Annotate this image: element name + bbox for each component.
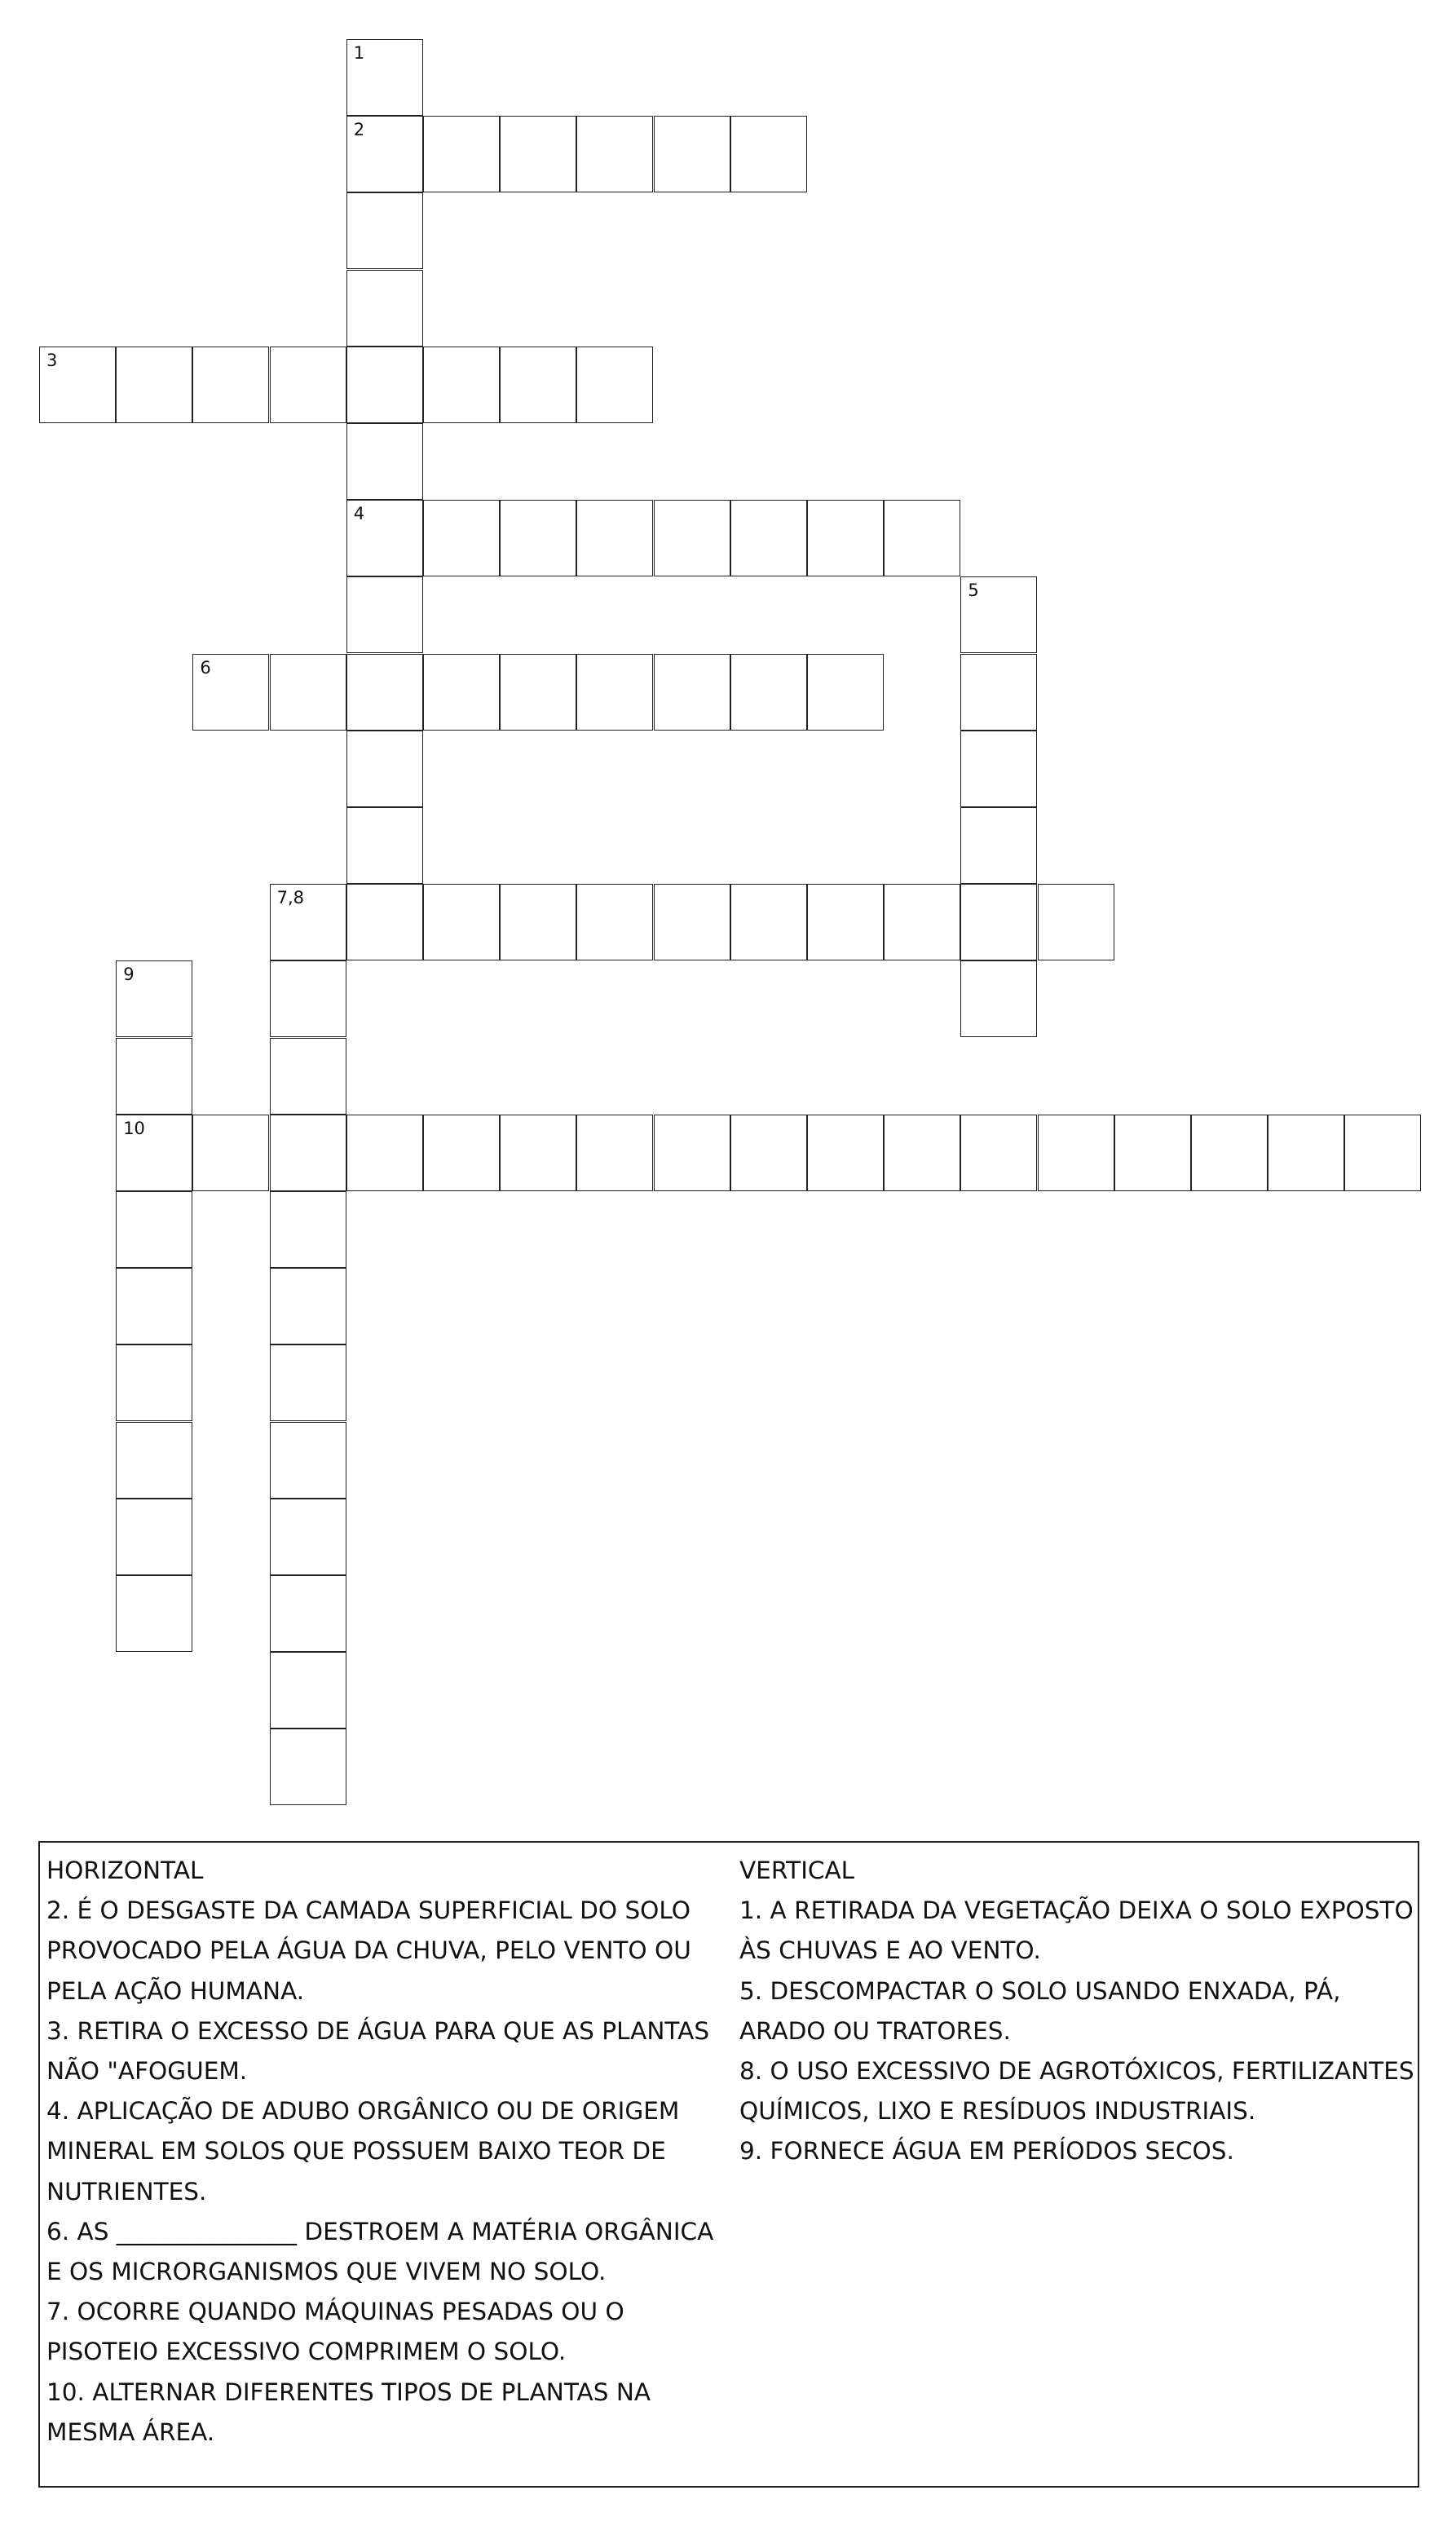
grid-cell[interactable] (116, 1344, 192, 1421)
grid-cell[interactable] (576, 654, 653, 731)
grid-cell[interactable] (1268, 1115, 1344, 1191)
grid-cell[interactable] (730, 654, 807, 731)
clue-down-8: 8. O USO EXCESSIVO DE AGROTÓXICOS, FERTILIZANTES QUÍMICOS, LIXO E RESÍDUOS INDUSTRIAIS. (739, 2057, 1414, 2126)
grid-cell[interactable] (576, 500, 653, 576)
grid-cell[interactable] (346, 270, 423, 347)
grid-cell[interactable] (1191, 1115, 1268, 1191)
clue-down-1: 1. A RETIRADA DA VEGETAÇÃO DEIXA O SOLO EXPOSTO ÀS CHUVAS E AO VENTO. (739, 1896, 1414, 1965)
grid-cell[interactable] (730, 500, 807, 576)
grid-cell[interactable] (576, 347, 653, 423)
grid-cell[interactable] (192, 347, 269, 423)
grid-cell[interactable] (576, 1115, 653, 1191)
grid-cell[interactable] (654, 116, 730, 192)
clue-number: 7,8 (276, 888, 304, 908)
grid-cell[interactable] (423, 500, 500, 576)
grid-cell[interactable] (960, 807, 1037, 884)
grid-cell[interactable] (500, 654, 576, 731)
grid-cell[interactable] (116, 347, 192, 423)
grid-cell[interactable] (270, 1652, 346, 1729)
grid-cell[interactable] (116, 1575, 192, 1652)
grid-cell[interactable] (116, 1191, 192, 1268)
grid-cell[interactable] (500, 1115, 576, 1191)
grid-cell[interactable] (884, 500, 960, 576)
grid-cell[interactable] (116, 1422, 192, 1499)
clue-across-10: 10. ALTERNAR DIFERENTES TIPOS DE PLANTAS NA MESMA ÁREA. (46, 2378, 651, 2446)
grid-cell[interactable] (270, 1038, 346, 1115)
grid-cell[interactable] (807, 654, 884, 731)
clue-across-2: 2. É O DESGASTE DA CAMADA SUPERFICIAL DO SOLO PROVOCADO PELA ÁGUA DA CHUVA, PELO VENTO OU PELA AÇÃO HUMANA. (46, 1896, 691, 2005)
grid-cell[interactable] (500, 116, 576, 192)
grid-cell[interactable] (346, 807, 423, 884)
clue-across-4: 4. APLICAÇÃO DE ADUBO ORGÂNICO OU DE ORIGEM MINERAL EM SOLOS QUE POSSUEM BAIXO TEOR DE NUTRIENTES. (46, 2097, 680, 2205)
grid-cell[interactable] (346, 654, 423, 731)
grid-cell[interactable] (500, 884, 576, 960)
grid-cell[interactable] (270, 1729, 346, 1805)
grid-cell[interactable] (576, 884, 653, 960)
grid-cell[interactable] (346, 39, 423, 116)
grid-cell[interactable] (576, 116, 653, 192)
horizontal-clues (46, 1851, 723, 2453)
grid-cell[interactable] (116, 1038, 192, 1115)
grid-cell[interactable] (500, 500, 576, 576)
grid-cell[interactable] (654, 654, 730, 731)
grid-cell[interactable] (346, 423, 423, 500)
clue-number: 2 (353, 120, 365, 140)
grid-cell[interactable] (116, 1268, 192, 1344)
grid-cell[interactable] (960, 960, 1037, 1037)
grid-cell[interactable] (270, 884, 346, 960)
grid-cell[interactable] (960, 1115, 1037, 1191)
grid-cell[interactable] (807, 884, 884, 960)
clue-number: 9 (123, 965, 135, 985)
grid-cell[interactable] (730, 1115, 807, 1191)
grid-cell[interactable] (960, 654, 1037, 731)
grid-cell[interactable] (654, 884, 730, 960)
grid-cell[interactable] (192, 1115, 269, 1191)
grid-cell[interactable] (654, 1115, 730, 1191)
grid-cell[interactable] (116, 1115, 192, 1191)
clues-box (38, 1841, 1419, 2488)
grid-cell[interactable] (346, 576, 423, 653)
grid-cell[interactable] (270, 1191, 346, 1268)
grid-cell[interactable] (346, 731, 423, 807)
grid-cell[interactable] (730, 116, 807, 192)
grid-cell[interactable] (1344, 1115, 1421, 1191)
clue-down-5: 5. DESCOMPACTAR O SOLO USANDO ENXADA, PÁ, ARADO OU TRATORES. (739, 1976, 1341, 2045)
grid-cell[interactable] (730, 884, 807, 960)
grid-cell[interactable] (1114, 1115, 1191, 1191)
clue-number: 6 (200, 657, 211, 678)
grid-cell[interactable] (346, 500, 423, 576)
grid-cell[interactable] (346, 884, 423, 960)
vertical-heading: VERTICAL (739, 1857, 855, 1884)
clue-across-3: 3. RETIRA O EXCESSO DE ÁGUA PARA QUE AS PLANTAS NÃO "AFOGUEM. (46, 2016, 710, 2086)
grid-cell[interactable] (807, 1115, 884, 1191)
grid-cell[interactable] (116, 960, 192, 1037)
grid-cell[interactable] (270, 960, 346, 1037)
grid-cell[interactable] (270, 1268, 346, 1344)
grid-cell[interactable] (423, 654, 500, 731)
grid-cell[interactable] (346, 347, 423, 423)
grid-cell[interactable] (884, 884, 960, 960)
grid-cell[interactable] (960, 576, 1037, 653)
grid-cell[interactable] (1038, 884, 1114, 960)
grid-cell[interactable] (423, 884, 500, 960)
grid-cell[interactable] (270, 1499, 346, 1575)
grid-cell[interactable] (807, 500, 884, 576)
grid-cell[interactable] (960, 731, 1037, 807)
grid-cell[interactable] (346, 116, 423, 192)
grid-cell[interactable] (270, 347, 346, 423)
grid-cell[interactable] (500, 347, 576, 423)
grid-cell[interactable] (423, 1115, 500, 1191)
grid-cell[interactable] (346, 192, 423, 269)
clue-number: 10 (123, 1118, 145, 1138)
grid-cell[interactable] (423, 116, 500, 192)
horizontal-heading: HORIZONTAL (46, 1857, 204, 1884)
grid-cell[interactable] (423, 347, 500, 423)
clue-number: 3 (46, 350, 58, 370)
vertical-clues (739, 1851, 1416, 2172)
grid-cell[interactable] (192, 654, 269, 731)
grid-cell[interactable] (270, 1115, 346, 1191)
grid-cell[interactable] (270, 1344, 346, 1421)
grid-cell[interactable] (1038, 1115, 1114, 1191)
clue-number: 5 (968, 581, 979, 601)
grid-cell[interactable] (346, 1115, 423, 1191)
grid-cell[interactable] (270, 654, 346, 731)
clue-across-6: 6. AS _______________ DESTROEM A MATÉRIA ORGÂNICA E OS MICRORGANISMOS QUE VIVEM NO SOLO. (46, 2217, 714, 2286)
clue-number: 4 (353, 504, 365, 524)
grid-cell[interactable] (270, 1422, 346, 1499)
clue-across-7: 7. OCORRE QUANDO MÁQUINAS PESADAS OU O PISOTEIO EXCESSIVO COMPRIMEM O SOLO. (46, 2298, 624, 2366)
grid-cell[interactable] (654, 500, 730, 576)
grid-cell[interactable] (39, 347, 116, 423)
grid-cell[interactable] (270, 1575, 346, 1652)
clue-down-9: 9. FORNECE ÁGUA EM PERÍODOS SECOS. (739, 2137, 1234, 2166)
grid-cell[interactable] (116, 1499, 192, 1575)
grid-cell[interactable] (884, 1115, 960, 1191)
grid-cell[interactable] (960, 884, 1037, 960)
clue-number: 1 (353, 43, 365, 63)
